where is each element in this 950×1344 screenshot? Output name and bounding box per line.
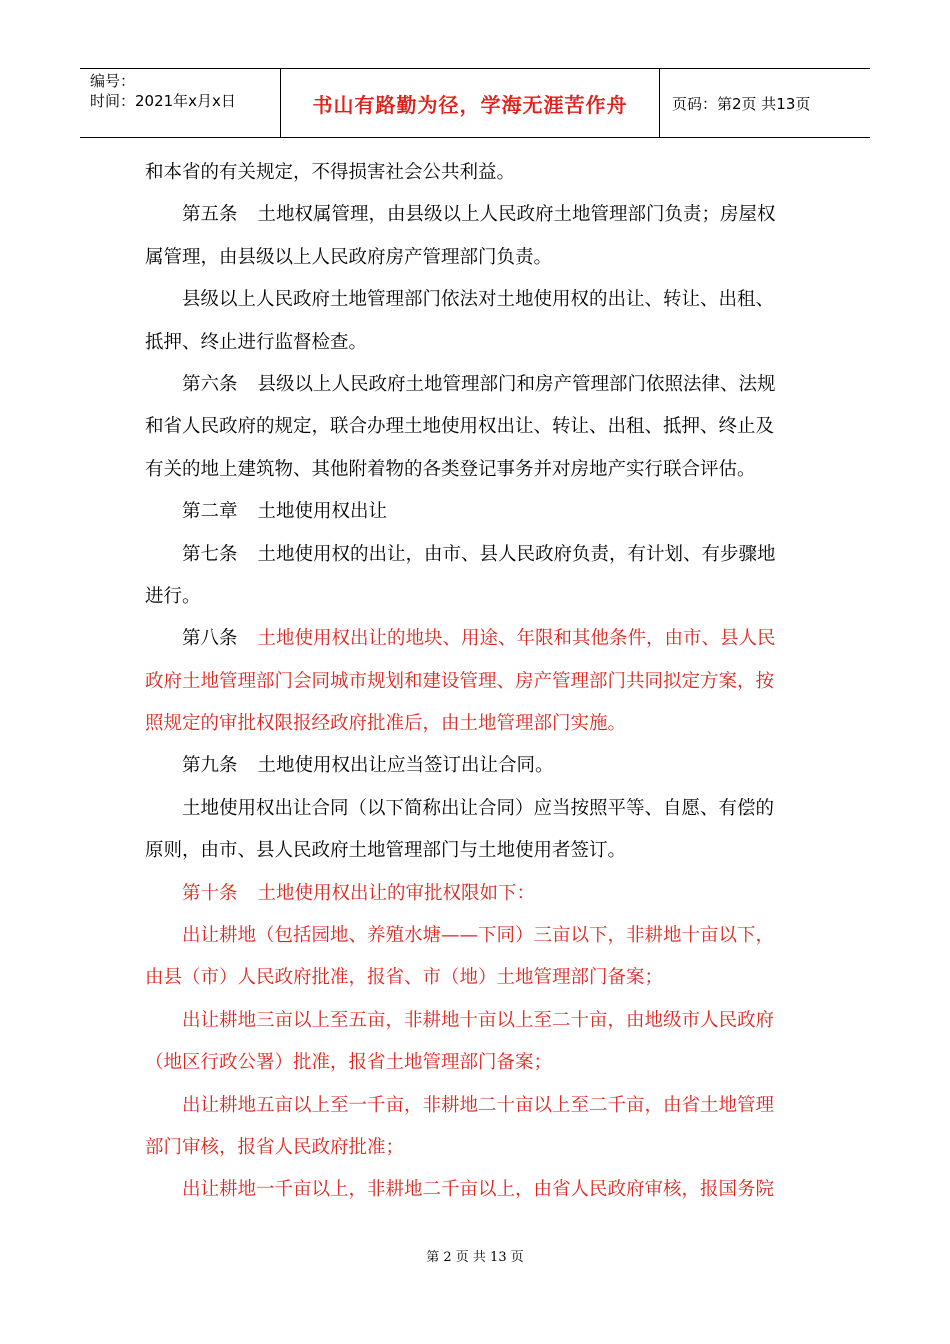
text-line: 属管理，由县级以上人民政府房产管理部门负责。 <box>145 246 553 268</box>
highlighted-text-line: 政府土地管理部门会同城市规划和建设管理、房产管理部门共同拟定方案，按 <box>145 670 775 692</box>
header-page-info: 页码：第2页 共13页 <box>672 94 811 113</box>
page-footer: 第 2 页 共 13 页 <box>426 1250 524 1265</box>
article-number: 第七条 <box>182 543 238 565</box>
highlighted-text-line: （地区行政公署）批准，报省土地管理部门备案； <box>145 1052 553 1074</box>
text-line: 进行。 <box>145 585 201 607</box>
highlighted-text-line: 照规定的审批权限报经政府批准后，由土地管理部门实施。 <box>145 713 627 735</box>
article-number: 第五条 <box>182 204 238 226</box>
article-9-line <box>145 745 810 787</box>
text-line: 抵押、终止进行监督检查。 <box>145 331 368 353</box>
article-10-line <box>145 873 810 915</box>
chapter-title: 土地使用权出让 <box>257 501 388 523</box>
article-5-line <box>145 194 810 236</box>
highlighted-text-line: 部门审核，报省人民政府批准； <box>145 1136 405 1158</box>
article-text-highlighted: 土地使用权出让的地块、用途、年限和其他条件，由市、县人民 <box>257 628 776 650</box>
chapter-2-heading <box>145 491 810 533</box>
article-text: 土地使用权出让应当签订出让合同。 <box>257 755 554 777</box>
article-text: 县级以上人民政府土地管理部门和房产管理部门依照法律、法规 <box>257 373 776 395</box>
highlighted-text-line: 出让耕地五亩以上至一千亩，非耕地二十亩以上至二千亩，由省土地管理 <box>182 1094 775 1116</box>
text-line: 和本省的有关规定，不得损害社会公共利益。 <box>145 162 516 183</box>
highlighted-text-line: 出让耕地三亩以上至五亩，非耕地十亩以上至二十亩，由地级市人民政府 <box>182 1009 775 1031</box>
article-text-highlighted: 土地使用权出让的审批权限如下： <box>257 882 536 904</box>
article-7-line <box>145 534 810 576</box>
document-body <box>145 152 810 1212</box>
article-6-line <box>145 364 810 406</box>
article-text: 土地权属管理，由县级以上人民政府土地管理部门负责；房屋权 <box>257 204 776 226</box>
article-number: 第八条 <box>182 628 238 650</box>
highlighted-text-line: 出让耕地一千亩以上，非耕地二千亩以上，由省人民政府审核，报国务院 <box>182 1179 775 1201</box>
article-number: 第六条 <box>182 373 238 395</box>
chapter-number: 第二章 <box>182 501 238 523</box>
article-number: 第九条 <box>182 755 238 777</box>
text-line: 县级以上人民政府土地管理部门依法对土地使用权的出让、转让、出租、 <box>182 289 775 311</box>
text-line: 原则，由市、县人民政府土地管理部门与土地使用者签订。 <box>145 840 627 862</box>
highlighted-text-line: 出让耕地（包括园地、养殖水塘——下同）三亩以下，非耕地十亩以下， <box>182 925 775 947</box>
number-label: 编号： <box>90 72 136 90</box>
document-header <box>80 68 870 138</box>
article-8-line <box>145 618 810 660</box>
article-text: 土地使用权的出让，由市、县人民政府负责，有计划、有步骤地 <box>257 543 776 565</box>
header-page-info-cell <box>660 69 870 137</box>
text-line: 和省人民政府的规定，联合办理土地使用权出让、转让、出租、抵押、终止及 <box>145 416 775 438</box>
header-meta <box>80 69 281 137</box>
highlighted-text-line: 由县（市）人民政府批准，报省、市（地）土地管理部门备案； <box>145 967 664 989</box>
text-line: 有关的地上建筑物、其他附着物的各类登记事务并对房地产实行联合评估。 <box>145 458 756 480</box>
header-motto-cell <box>281 69 660 137</box>
text-line: 土地使用权出让合同（以下简称出让合同）应当按照平等、自愿、有偿的 <box>182 797 775 819</box>
time-label: 时间：2021年x月x日 <box>90 92 236 110</box>
article-number: 第十条 <box>182 882 238 904</box>
header-motto: 书山有路勤为径，学海无涯苦作舟 <box>312 92 628 117</box>
